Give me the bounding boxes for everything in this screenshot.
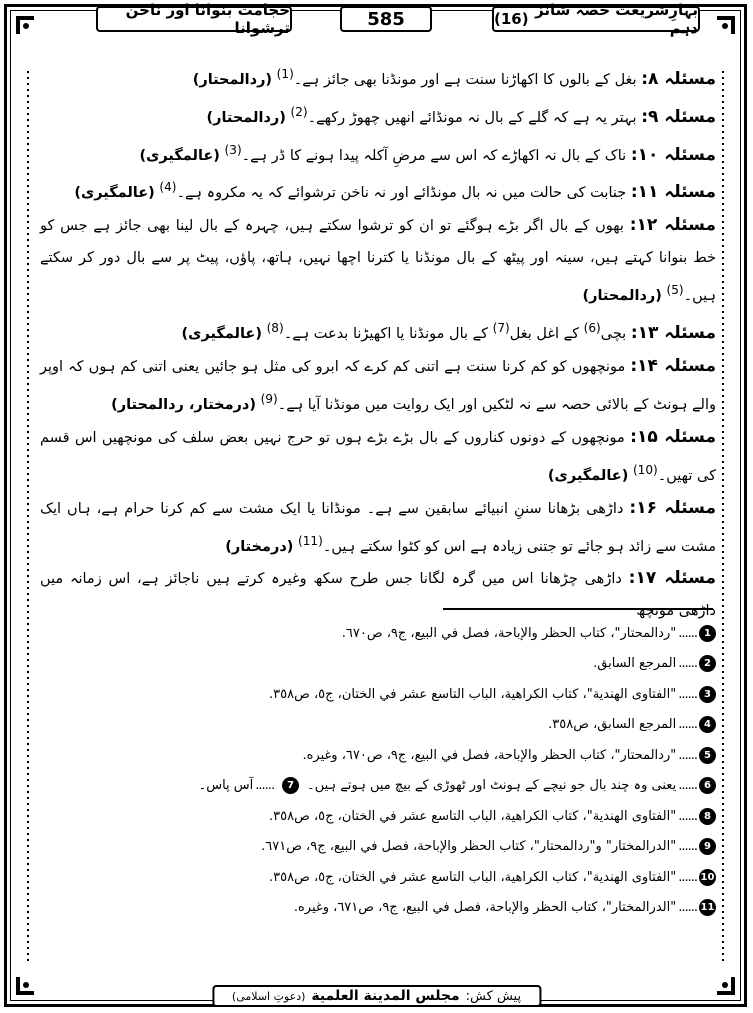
page-number: 585 — [367, 8, 405, 30]
masala-12: مسئلہ ۱۲: بھوں کے بال اگر بڑے ہوگئے تو ان کو ترشوا سکتے ہیں، چہرہ کے بال لینا بھی جائز ہے جس کو خط بنوانا کہتے ہیں، سینہ اور پیٹھ کے بال مونڈنا یا کترنا اچھا نہیں، ہاتھ، پاؤں، پیٹ پر سے بال دور کر سکتے ہیں۔$^{(5)}$ (ردالمحتار) — [40, 215, 716, 305]
footnote-number: 2 — [699, 655, 716, 672]
presenter-label: پیش کش: — [465, 988, 522, 1004]
part-number: (16) — [494, 10, 529, 28]
footnote: 9 ...... "الدرالمختار" و"ردالمحتار"، كتاب الحظر والإباحة، فصل في البيع، ج٩، ص٦٧١. — [40, 832, 716, 863]
footnote-number: 6 — [699, 777, 716, 794]
corner-ornament-icon — [14, 975, 36, 997]
chapter-title-box — [96, 1, 292, 37]
footnote: 1 ...... "ردالمحتار"، كتاب الحظر والإباحة، فصل في البيع، ج٩، ص٦٧٠. — [40, 618, 716, 649]
footnote-number: 1 — [699, 625, 716, 642]
masala-13: مسئلہ ۱۳: بچی$^{(6)}$ کے اغل بغل$^{(7)}$ کے بال مونڈنا یا اکھیڑنا بدعت ہے۔$^{(8)}$ (عالمگیری) — [181, 321, 716, 343]
footnote: 10 ...... "الفتاوى الهندية"، كتاب الكراهية، الباب التاسع عشر في الختان، ج٥، ص٣٥٨. — [269, 869, 715, 885]
footnote-number: 4 — [699, 716, 716, 733]
corner-ornament-icon — [715, 14, 737, 36]
masala-16: مسئلہ ۱۶: داڑھی بڑھانا سننِ انبیائے سابقین سے ہے۔ مونڈانا یا ایک مشت سے کم کرنا حرام ہے، ہاں ایک مشت سے زائد ہو جائے تو جتنی زیادہ ہے اس کو کٹوا سکتے ہیں۔$^{(11)}$ (درمختار) — [40, 497, 716, 555]
footnote-number: 5 — [699, 747, 716, 764]
masala-14: مسئلہ ۱۴: مونچھوں کو کم کرنا سنت ہے اتنی کم کرے کہ ابرو کی مثل ہو جائیں یعنی اتنی کم ہوں کہ اوپر والے ہونٹ کے بالائی حصہ سے نہ لٹکیں اور ایک روایت میں مونڈنا آیا ہے۔$^{(9)}$ (درمختار، ردالمحتار) — [40, 355, 717, 413]
footnote: 4 ...... المرجع السابق، ص٣٥٨. — [40, 710, 716, 741]
masala-11: مسئلہ ۱۱: جنابت کی حالت میں نہ بال مونڈائے اور نہ ناخن ترشوائے کہ یہ مکروہ ہے۔$^{(4)}$ (عالمگیری) — [74, 180, 716, 203]
main-text — [40, 58, 716, 627]
organization-name: (دعوتِ اسلامی) — [231, 989, 306, 1003]
book-title: بہارِشریعت حصہ شانز دہم — [535, 1, 698, 37]
book-title-box — [492, 1, 700, 37]
footnotes — [40, 618, 716, 923]
right-border-pattern — [722, 71, 724, 961]
footnote: 11 ...... "الدرالمختار"، كتاب الحظر والإباحة، فصل في البيع، ج٩، ص٦٧١، وغيره. — [293, 900, 715, 916]
footnote-separator — [443, 608, 713, 610]
footnote-number: 11 — [699, 899, 716, 916]
corner-ornament-icon — [14, 14, 36, 36]
chapter-title: حجامت بنوانا اور ناخن ترشوانا — [125, 1, 290, 37]
left-border-pattern — [27, 71, 29, 961]
footnote: 6 ...... یعنی وہ چند بال جو نیچے کے ہونٹ اور ٹھوڑی کے بیچ میں ہوتے ہیں۔ 7 ...... آس پاس۔ — [40, 771, 716, 802]
footnote: 3 ...... "الفتاوى الهندية"، كتاب الكراهية، الباب التاسع عشر في الختان، ج٥، ص٣٥٨. — [40, 679, 716, 710]
footnote-number: 7 — [282, 777, 299, 794]
footnote-number: 3 — [699, 686, 716, 703]
masala-8: مسئلہ ۸: بغل کے بالوں کا اکھاڑنا سنت ہے اور مونڈنا بھی جائز ہے۔$^{(1)}$ (ردالمحتار) — [192, 67, 716, 89]
footnote-number: 9 — [699, 838, 716, 855]
page-header — [96, 1, 700, 37]
masala-10: مسئلہ ۱۰: ناک کے بال نہ اکھاڑے کہ اس سے مرضِ آکلہ پیدا ہونے کا ڈر ہے۔$^{(3)}$ (عالمگیری) — [139, 142, 716, 165]
masala-15: مسئلہ ۱۵: مونچھوں کے دونوں کناروں کے بال بڑے بڑے ہوں تو حرج نہیں بعض سلف کی مونچھیں اس قسم کی تھیں۔$^{(10)}$ (عالمگیری) — [40, 426, 717, 484]
corner-ornament-icon — [715, 975, 737, 997]
publisher-name: مجلس المدينة العلمية — [311, 988, 460, 1004]
page-number-box — [340, 6, 432, 32]
page-footer — [212, 985, 541, 1007]
footnote: 2 ...... المرجع السابق. — [40, 649, 716, 680]
footnote: 8 ...... "الفتاوى الهندية"، كتاب الكراهية، الباب التاسع عشر في الختان، ج٥، ص٣٥٨. — [40, 801, 716, 832]
footnote-number: 8 — [699, 808, 716, 825]
footnote-number: 10 — [699, 869, 716, 886]
masala-9: مسئلہ ۹: بہتر یہ ہے کہ گلے کے بال نہ مونڈائے انھیں چھوڑ رکھے۔$^{(2)}$ (ردالمحتار) — [206, 104, 716, 127]
footnote: 5 ...... "ردالمحتار"، كتاب الحظر والإباحة، فصل في البيع، ج٩، ص٦٧٠، وغيره. — [40, 740, 716, 771]
masala-17: مسئلہ ۱۷: داڑھی چڑھانا اس میں گرہ لگانا جس طرح سکھ وغیرہ کرتے ہیں ناجائز ہے، اس زمانہ میں داڑھی مونچھ — [40, 568, 716, 620]
